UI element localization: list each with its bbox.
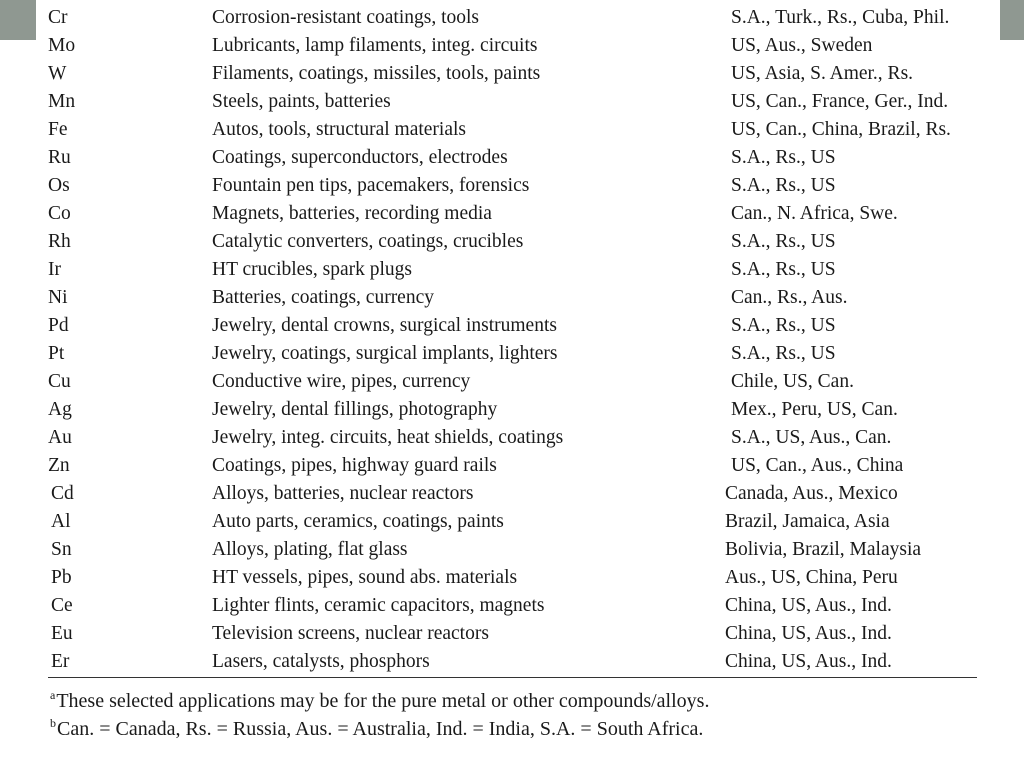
applications-cell: Fountain pen tips, pacemakers, forensics <box>212 175 530 196</box>
applications-cell: Television screens, nuclear reactors <box>212 623 489 644</box>
element-symbol: Cr <box>48 7 68 28</box>
applications-cell: Filaments, coatings, missiles, tools, paints <box>212 63 541 84</box>
sources-cell: S.A., Rs., US <box>731 175 836 196</box>
sources-cell: US, Can., Aus., China <box>731 455 904 476</box>
sources-cell: Canada, Aus., Mexico <box>725 483 898 504</box>
applications-cell: Jewelry, dental fillings, photography <box>212 399 498 420</box>
table-row <box>48 592 988 620</box>
table-footnotes <box>50 681 990 740</box>
table-row <box>48 88 988 116</box>
table-row <box>48 32 988 60</box>
sources-cell: Brazil, Jamaica, Asia <box>725 511 890 532</box>
element-symbol: Rh <box>48 231 71 252</box>
applications-cell: Lubricants, lamp filaments, integ. circuits <box>212 35 538 56</box>
sources-cell: US, Aus., Sweden <box>731 35 873 56</box>
table-bottom-rule <box>48 677 977 678</box>
table-row <box>48 116 988 144</box>
sources-cell: S.A., Turk., Rs., Cuba, Phil. <box>731 7 950 28</box>
table-row <box>48 564 988 592</box>
applications-cell: Batteries, coatings, currency <box>212 287 434 308</box>
sources-cell: US, Can., France, Ger., Ind. <box>731 91 949 112</box>
table-row <box>48 620 988 648</box>
element-symbol: Pd <box>48 315 69 336</box>
sources-cell: Bolivia, Brazil, Malaysia <box>725 539 922 560</box>
applications-cell: Coatings, superconductors, electrodes <box>212 147 508 168</box>
sources-cell: China, US, Aus., Ind. <box>725 651 892 672</box>
applications-cell: Catalytic converters, coatings, crucibles <box>212 231 524 252</box>
applications-cell: Magnets, batteries, recording media <box>212 203 492 224</box>
footnote-marker: a <box>50 688 56 702</box>
element-symbol: Cu <box>48 371 71 392</box>
sources-cell: Chile, US, Can. <box>731 371 854 392</box>
element-symbol: Mn <box>48 91 76 112</box>
element-symbol: Mo <box>48 35 76 56</box>
applications-cell: Jewelry, dental crowns, surgical instruments <box>212 315 557 336</box>
sources-cell: S.A., Rs., US <box>731 231 836 252</box>
applications-cell: Autos, tools, structural materials <box>212 119 466 140</box>
element-symbol: Ru <box>48 147 71 168</box>
sources-cell: S.A., US, Aus., Can. <box>731 427 892 448</box>
element-symbol: W <box>48 63 67 84</box>
element-symbol: Fe <box>48 119 68 140</box>
table-row <box>48 256 988 284</box>
table-row <box>48 508 988 536</box>
applications-cell: HT vessels, pipes, sound abs. materials <box>212 567 518 588</box>
sources-cell: China, US, Aus., Ind. <box>725 595 892 616</box>
footnote-text: These selected applications may be for the pure metal or other compounds/alloys. <box>56 690 710 712</box>
footnote-b <box>50 709 990 740</box>
applications-cell: Lasers, catalysts, phosphors <box>212 651 430 672</box>
table-row <box>48 284 988 312</box>
sources-cell: China, US, Aus., Ind. <box>725 623 892 644</box>
table-row <box>48 340 988 368</box>
element-symbol: Ce <box>51 595 73 616</box>
sources-cell: US, Asia, S. Amer., Rs. <box>731 63 914 84</box>
sources-cell: S.A., Rs., US <box>731 315 836 336</box>
table-row <box>48 368 988 396</box>
sources-cell: Can., Rs., Aus. <box>731 287 848 308</box>
sources-cell: S.A., Rs., US <box>731 343 836 364</box>
table-row <box>48 480 988 508</box>
table-row <box>48 648 988 676</box>
table-row <box>48 424 988 452</box>
table-row <box>48 312 988 340</box>
element-symbol: Pt <box>48 343 65 364</box>
table-row <box>48 228 988 256</box>
sources-cell: S.A., Rs., US <box>731 259 836 280</box>
table-row <box>48 4 988 32</box>
table-row <box>48 396 988 424</box>
element-symbol: Os <box>48 175 70 196</box>
table-row <box>48 200 988 228</box>
table-row <box>48 60 988 88</box>
element-symbol: Pb <box>51 567 72 588</box>
table-row <box>48 536 988 564</box>
applications-cell: Lighter flints, ceramic capacitors, magnets <box>212 595 545 616</box>
element-symbol: Co <box>48 203 71 224</box>
footnote-marker: b <box>50 716 56 730</box>
element-symbol: Sn <box>51 539 72 560</box>
element-symbol: Au <box>48 427 72 448</box>
applications-cell: Jewelry, coatings, surgical implants, lighters <box>212 343 558 364</box>
element-symbol: Ir <box>48 259 61 280</box>
table-row <box>48 144 988 172</box>
applications-cell: Conductive wire, pipes, currency <box>212 371 471 392</box>
table-row <box>48 172 988 200</box>
applications-cell: HT crucibles, spark plugs <box>212 259 413 280</box>
applications-cell: Alloys, plating, flat glass <box>212 539 408 560</box>
metals-applications-table <box>48 4 988 676</box>
sources-cell: Mex., Peru, US, Can. <box>731 399 898 420</box>
element-symbol: Zn <box>48 455 70 476</box>
sources-cell: Aus., US, China, Peru <box>725 567 898 588</box>
element-symbol: Eu <box>51 623 73 644</box>
applications-cell: Auto parts, ceramics, coatings, paints <box>212 511 504 532</box>
element-symbol: Ag <box>48 399 72 420</box>
footnote-text: Can. = Canada, Rs. = Russia, Aus. = Australia, Ind. = India, S.A. = South Africa. <box>57 718 704 740</box>
applications-cell: Steels, paints, batteries <box>212 91 391 112</box>
applications-cell: Alloys, batteries, nuclear reactors <box>212 483 474 504</box>
sources-cell: US, Can., China, Brazil, Rs. <box>731 119 951 140</box>
sources-cell: Can., N. Africa, Swe. <box>731 203 898 224</box>
applications-cell: Coatings, pipes, highway guard rails <box>212 455 497 476</box>
element-symbol: Cd <box>51 483 74 504</box>
footnote-a <box>50 681 990 712</box>
element-symbol: Er <box>51 651 70 672</box>
element-symbol: Al <box>51 511 71 532</box>
applications-cell: Jewelry, integ. circuits, heat shields, coatings <box>212 427 564 448</box>
element-symbol: Ni <box>48 287 68 308</box>
table-row <box>48 452 988 480</box>
applications-cell: Corrosion-resistant coatings, tools <box>212 7 480 28</box>
sources-cell: S.A., Rs., US <box>731 147 836 168</box>
